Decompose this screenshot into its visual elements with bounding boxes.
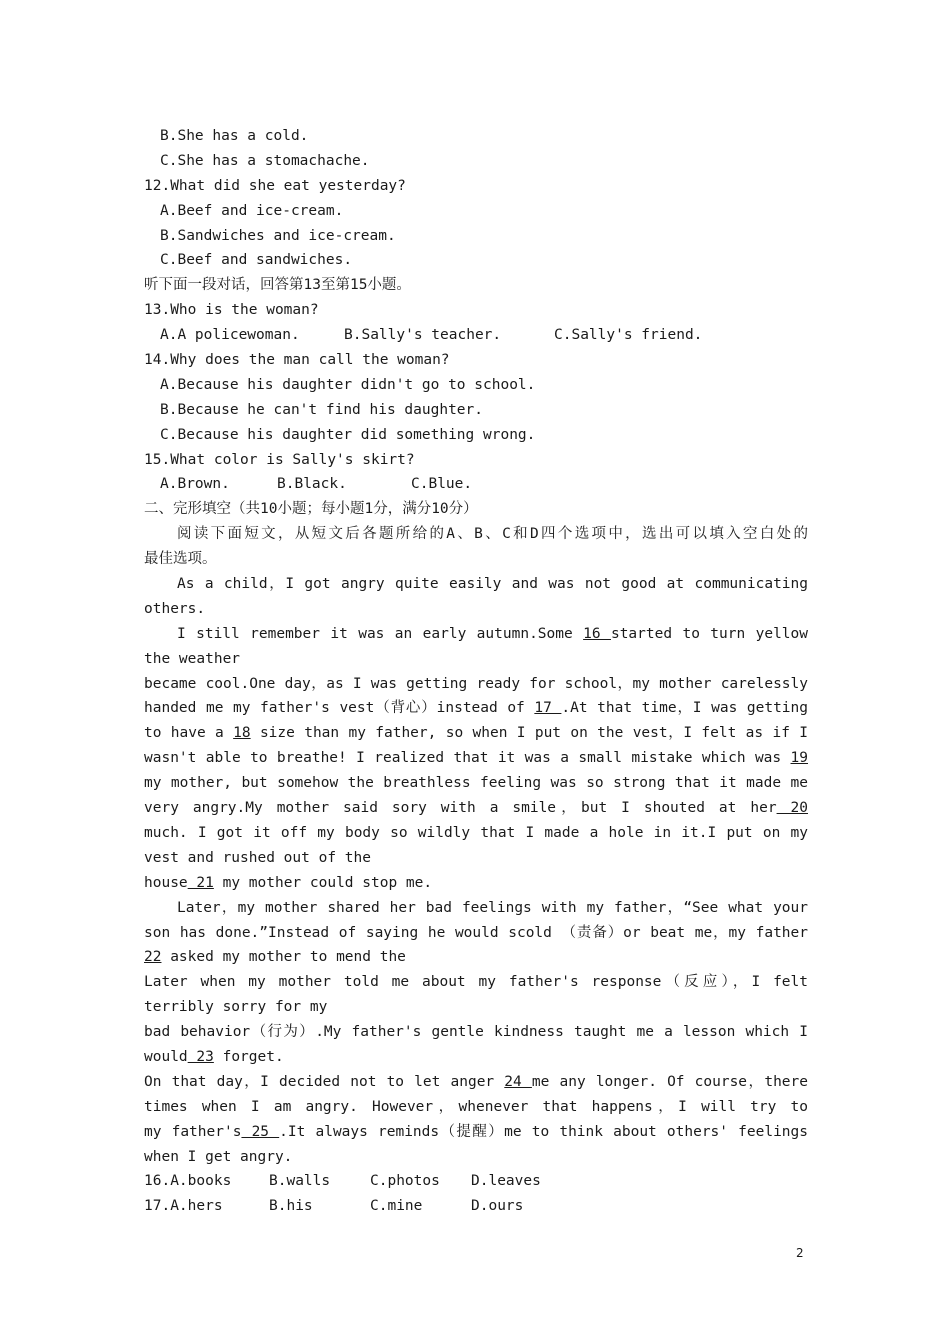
q15-option-c: C.Blue. (411, 476, 473, 493)
passage-line: As a child，I got angry quite easily and was not good at communicating (177, 576, 808, 593)
q13-option-a: A.A policewoman. (160, 327, 300, 344)
passage-text: would (144, 1048, 188, 1065)
passage-text: very angry.My mother said sory with a smile，but I shouted at her (144, 800, 777, 817)
q16-option-b: B.walls (269, 1173, 331, 1190)
passage-line (144, 721, 808, 746)
passage-line: Later when my mother told me about my father's response（反应），I felt (144, 974, 808, 991)
passage-line (144, 1120, 808, 1145)
passage-text: forget. (213, 1048, 284, 1065)
passage-text: On that day，I decided not to let anger (144, 1073, 505, 1090)
listen-instruction: 听下面一段对话，回答第13至第15小题。 (144, 277, 411, 294)
passage-line (144, 746, 808, 771)
blank-25: 25 (241, 1123, 280, 1140)
passage-line: times when I am angry. However，whenever that happens，I will try to (144, 1098, 808, 1115)
q14-option-b: B.Because he can't find his daughter. (160, 401, 484, 418)
passage-line: vest and rushed out of the (144, 849, 371, 866)
passage-line: became cool.One day，as I was getting ready for school，my mother carelessly (144, 675, 808, 692)
page-number: 2 (796, 1246, 804, 1260)
q14-option-c: C.Because his daughter did something wrong. (160, 426, 536, 443)
q15-question: 15.What color is Sally's skirt? (144, 451, 415, 468)
passage-text: my mother could stop me. (213, 874, 433, 891)
blank-17: 17 (534, 700, 562, 717)
section2-heading: 二、完形填空（共10小题；每小题1分，满分10分） (144, 501, 478, 518)
passage-line (144, 1045, 808, 1070)
q15-options (144, 472, 808, 497)
passage-text: size than my father, so when I put on the vest，I felt as if I (250, 725, 808, 742)
blank-16: 16 (583, 625, 611, 642)
passage-line (144, 871, 808, 896)
passage-line: much. I got it off my body so wildly that I made a hole in it.I put on my (144, 824, 808, 841)
passage-line: Later，my mother shared her bad feelings with my father，“See what your (177, 899, 808, 916)
q13-options (144, 323, 808, 348)
q16-option-a: 16.A.books (144, 1173, 232, 1190)
q14-question: 14.Why does the man call the woman? (144, 352, 450, 369)
q17-options (144, 1194, 808, 1219)
passage-line (144, 696, 808, 721)
q16-option-c: C.photos (370, 1173, 440, 1190)
passage-line (144, 622, 808, 647)
passage-text: house (144, 874, 188, 891)
section2-instruction-line2: 最佳选项。 (144, 551, 217, 568)
passage-line: my mother, but somehow the breathless feeling was so strong that it made me (144, 775, 808, 792)
passage-line (144, 945, 808, 970)
q16-options (144, 1169, 808, 1194)
q11-option-b: B.She has a cold. (160, 128, 309, 144)
exam-page (144, 124, 808, 1219)
q16-option-d: D.leaves (471, 1173, 541, 1190)
passage-text: .At that time，I was getting (561, 700, 808, 717)
passage-line: terribly sorry for my (144, 999, 328, 1016)
passage-text: asked my mother to mend the (161, 949, 406, 966)
passage-text: started to turn yellow (610, 625, 808, 642)
passage-line: others. (144, 600, 206, 617)
q11-option-c: C.She has a stomachache. (160, 152, 370, 169)
q17-option-d: D.ours (471, 1198, 524, 1215)
passage-text: to have a (144, 725, 234, 742)
passage-line: bad behavior（行为）.My father's gentle kindness taught me a lesson which I (144, 1024, 808, 1041)
q12-option-b: B.Sandwiches and ice-cream. (160, 227, 396, 244)
q17-option-c: C.mine (370, 1198, 423, 1215)
q17-option-b: B.his (269, 1198, 313, 1215)
passage-text: I still remember it was an early autumn.Some (177, 625, 584, 642)
passage-line (144, 1070, 808, 1095)
passage-line: son has done.”Instead of saying he would scold （责备）or beat me，my father (144, 924, 808, 941)
q14-option-a: A.Because his daughter didn't go to school. (160, 376, 536, 393)
q12-question: 12.What did she eat yesterday? (144, 177, 406, 194)
blank-18: 18 (233, 725, 251, 742)
passage-text: handed me my father's vest（背心）instead of (144, 700, 535, 717)
passage-text: my father's (144, 1123, 242, 1140)
q13-option-b: B.Sally's teacher. (344, 327, 502, 344)
q13-option-c: C.Sally's friend. (554, 327, 703, 344)
q15-option-a: A.Brown. (160, 476, 230, 493)
passage-line: when I get angry. (144, 1148, 293, 1165)
q15-option-b: B.Black. (277, 476, 347, 493)
q17-option-a: 17.A.hers (144, 1198, 223, 1215)
blank-20: 20 (776, 800, 808, 817)
blank-22: 22 (144, 949, 162, 966)
passage-line (144, 796, 808, 821)
blank-24: 24 (504, 1073, 532, 1090)
section2-instruction-line1: 阅读下面短文，从短文后各题所给的A、B、C和D四个选项中，选出可以填入空白处的 (177, 526, 808, 543)
passage-text: .It always reminds（提醒）me to think about others' feelings (279, 1123, 808, 1140)
blank-21: 21 (187, 874, 214, 891)
passage-text: wasn't able to breathe! I realized that it was a small mistake which was (144, 750, 791, 767)
passage-line: the weather (144, 650, 241, 667)
blank-23: 23 (187, 1048, 214, 1065)
q12-option-a: A.Beef and ice-cream. (160, 202, 344, 219)
blank-19: 19 (790, 750, 808, 767)
passage-text: me any longer. Of course，there (531, 1073, 808, 1090)
q13-question: 13.Who is the woman? (144, 302, 319, 319)
q12-option-c: C.Beef and sandwiches. (160, 252, 353, 269)
